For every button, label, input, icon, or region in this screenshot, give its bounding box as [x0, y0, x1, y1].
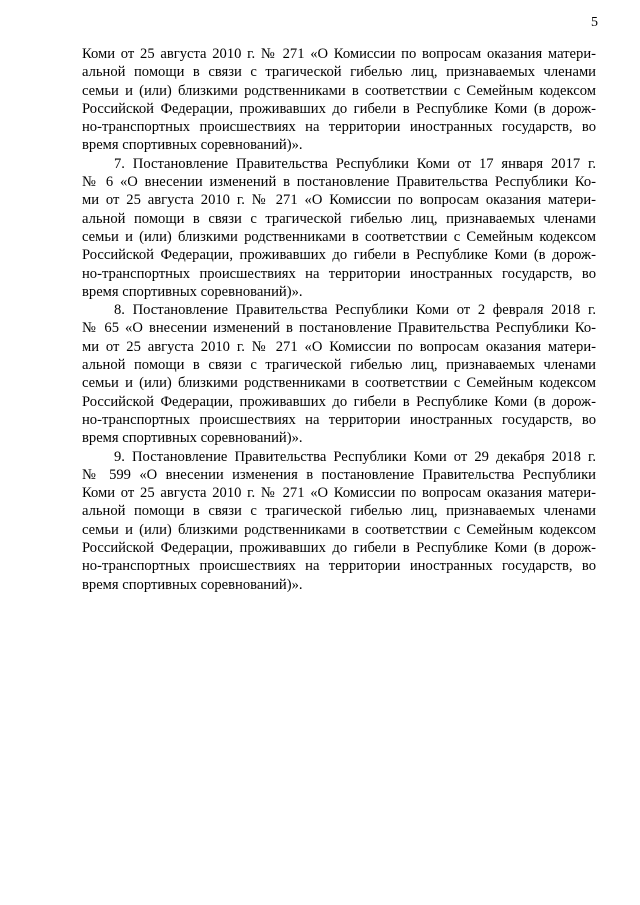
text-line: альной помощи в связи с трагической гибелью лиц, признаваемых членами: [82, 210, 596, 227]
text-line: время спортивных соревнований)».: [82, 430, 303, 447]
text-line: Коми от 25 августа 2010 г. № 271 «О Комиссии по вопросам оказания матери-: [82, 485, 596, 502]
paragraph-item-9: [82, 448, 596, 594]
text-line: семьи и (или) близкими родственниками в соответствии с Семейным кодексом: [82, 228, 596, 245]
text-line: альной помощи в связи с трагической гибелью лиц, признаваемых членами: [82, 503, 596, 520]
text-line: № 599 «О внесении изменения в постановление Правительства Республики: [82, 466, 596, 483]
text-line: Российской Федерации, проживавших до гибели в Республике Коми (в дорож-: [82, 100, 596, 117]
text-line: но-транспортных происшествиях на территории иностранных государств, во: [82, 265, 596, 282]
text-line: ми от 25 августа 2010 г. № 271 «О Комиссии по вопросам оказания матери-: [82, 192, 596, 209]
text-line: ми от 25 августа 2010 г. № 271 «О Комиссии по вопросам оказания матери-: [82, 338, 596, 355]
text-line: семьи и (или) близкими родственниками в соответствии с Семейным кодексом: [82, 375, 596, 392]
paragraph-item-8: [82, 301, 596, 447]
text-line: но-транспортных происшествиях на территории иностранных государств, во: [82, 558, 596, 575]
text-line: Коми от 25 августа 2010 г. № 271 «О Комиссии по вопросам оказания матери-: [82, 46, 596, 62]
text-line: Российской Федерации, проживавших до гибели в Республике Коми (в дорож-: [82, 393, 596, 410]
text-line: альной помощи в связи с трагической гибелью лиц, признаваемых членами: [82, 357, 596, 374]
paragraph-continuation: [82, 45, 596, 155]
text-line: 7. Постановление Правительства Республики Коми от 17 января 2017 г.: [114, 155, 596, 172]
document-body: [82, 45, 596, 594]
text-line: время спортивных соревнований)».: [82, 137, 303, 154]
text-line: 8. Постановление Правительства Республики Коми от 2 февраля 2018 г.: [114, 302, 596, 319]
text-line: семьи и (или) близкими родственниками в соответствии с Семейным кодексом: [82, 82, 596, 99]
text-line: Российской Федерации, проживавших до гибели в Республике Коми (в дорож-: [82, 247, 596, 264]
paragraph-item-7: [82, 155, 596, 301]
text-line: время спортивных соревнований)».: [82, 283, 303, 300]
text-line: семьи и (или) близкими родственниками в соответствии с Семейным кодексом: [82, 521, 596, 538]
text-line: № 6 «О внесении изменений в постановление Правительства Республики Ко-: [82, 174, 596, 191]
text-line: Российской Федерации, проживавших до гибели в Республике Коми (в дорож-: [82, 540, 596, 557]
text-line: № 65 «О внесении изменений в постановление Правительства Республики Ко-: [82, 320, 596, 337]
text-line: но-транспортных происшествиях на территории иностранных государств, во: [82, 411, 596, 428]
text-line: альной помощи в связи с трагической гибелью лиц, признаваемых членами: [82, 64, 596, 81]
text-line: 9. Постановление Правительства Республики Коми от 29 декабря 2018 г.: [114, 448, 596, 465]
page-number: 5: [591, 15, 598, 30]
text-line: но-транспортных происшествиях на территории иностранных государств, во: [82, 119, 596, 136]
text-line: время спортивных соревнований)».: [82, 576, 303, 593]
